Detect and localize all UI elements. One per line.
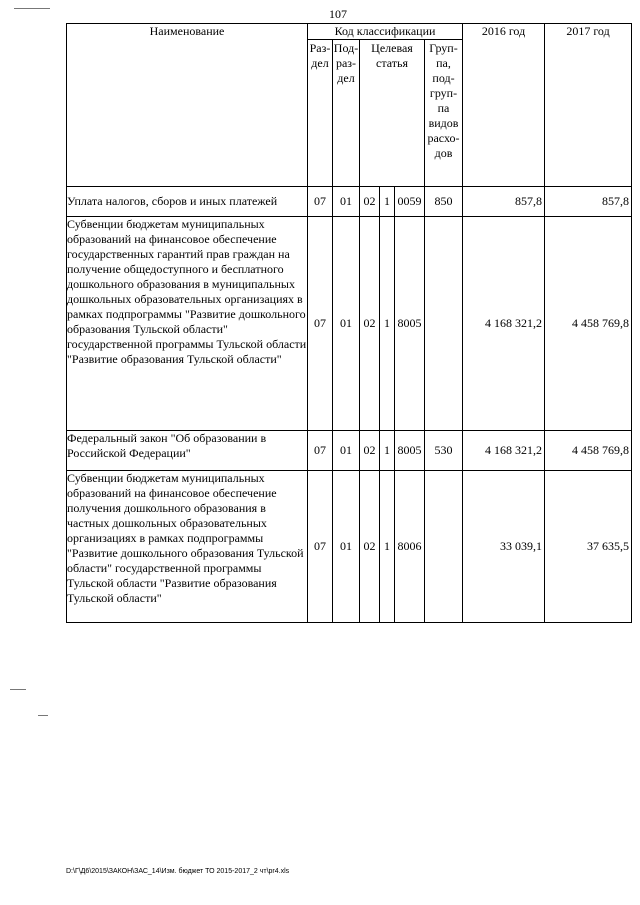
row-section: 07 (308, 217, 333, 431)
row-subsection: 01 (333, 217, 360, 431)
scan-speck (10, 689, 26, 690)
row-group (425, 217, 463, 431)
header-section: Раз- дел (308, 40, 333, 187)
row-2016: 4 168 321,2 (463, 431, 545, 471)
row-subprogram: 1 (380, 217, 395, 431)
row-2016: 33 039,1 (463, 471, 545, 623)
row-2017: 37 635,5 (545, 471, 632, 623)
row-group (425, 471, 463, 623)
scan-speck (14, 8, 50, 9)
row-section: 07 (308, 431, 333, 471)
row-program: 02 (360, 431, 380, 471)
row-program: 02 (360, 187, 380, 217)
row-2017: 4 458 769,8 (545, 217, 632, 431)
row-subsection: 01 (333, 471, 360, 623)
table-row (67, 187, 632, 217)
row-subprogram: 1 (380, 471, 395, 623)
header-expense-group: Груп- па, под- груп- па видов расхо- дов (425, 40, 463, 187)
row-name: Уплата налогов, сборов и иных платежей (67, 187, 308, 217)
row-subsection: 01 (333, 431, 360, 471)
header-target-article: Целевая статья (360, 40, 425, 187)
header-year-2016: 2016 год (463, 24, 545, 187)
row-2016: 4 168 321,2 (463, 217, 545, 431)
header-year-2017: 2017 год (545, 24, 632, 187)
row-2017: 857,8 (545, 187, 632, 217)
header-name: Наименование (67, 24, 308, 187)
table-row (67, 431, 632, 471)
file-path-footer: D:\Г\Д6\2015\ЗАКОН\ЗАС_14\Изм. бюджет ТО 2015-2017_2 чт\pr4.xls (66, 868, 290, 875)
row-group: 850 (425, 187, 463, 217)
row-section: 07 (308, 187, 333, 217)
row-name: Субвенции бюджетам муниципальных образований на финансовое обеспечение государственных гарантий прав граждан на получение общедоступного и бесплатного дошкольного образования в муниципальных дошкольных образовательных организациях в рамках подпрограммы "Развитие дошкольного образования Тульской области" государственной программы Тульской области "Развитие образования Тульской области" (67, 217, 308, 431)
row-item: 8006 (395, 471, 425, 623)
row-subprogram: 1 (380, 187, 395, 217)
budget-table (66, 23, 632, 623)
table-row (67, 471, 632, 623)
row-item: 8005 (395, 431, 425, 471)
row-name: Федеральный закон "Об образовании в Российской Федерации" (67, 431, 308, 471)
page-number: 107 (329, 7, 347, 21)
row-2017: 4 458 769,8 (545, 431, 632, 471)
table-row (67, 217, 632, 431)
row-group: 530 (425, 431, 463, 471)
row-subprogram: 1 (380, 431, 395, 471)
row-2016: 857,8 (463, 187, 545, 217)
row-name: Субвенции бюджетам муниципальных образований на финансовое обеспечение получения дошкольного образования в частных дошкольных образовательных организациях в рамках подпрограммы "Развитие дошкольного образования Тульской области" государственной программы Тульской области "Развитие образования Тульской области" (67, 471, 308, 623)
row-program: 02 (360, 471, 380, 623)
header-row-1 (67, 24, 632, 40)
row-item: 0059 (395, 187, 425, 217)
row-program: 02 (360, 217, 380, 431)
scan-speck (38, 715, 48, 716)
header-classification: Код классификации (308, 24, 463, 40)
row-section: 07 (308, 471, 333, 623)
header-subsection: Под- раз- дел (333, 40, 360, 187)
row-item: 8005 (395, 217, 425, 431)
row-subsection: 01 (333, 187, 360, 217)
